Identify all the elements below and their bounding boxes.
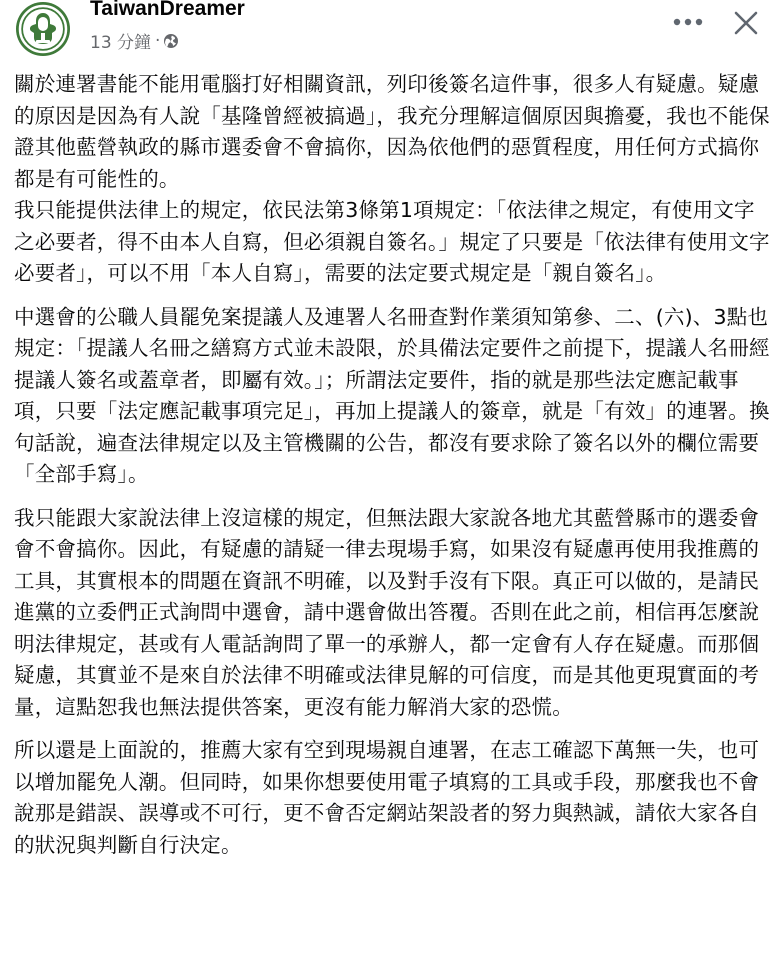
post-paragraph-3: 中選會的公職人員罷免案提議人及連署人名冊查對作業須知第參、二、(六)、3點也規定：「提議人名冊之繕寫方式並未設限，於具備法定要件之前提下，提議人名冊經提議人簽名或蓋章者，即屬有效。」；所謂法定要件，指的就是那些法定應記載事項，只要「法定應記載事項完足」，再加上提議人的簽章，就是「有效」的連署。換句話說，遍查法律規定以及主管機關的公告，都沒有要求除了簽名以外的欄位需要「全部手寫」。: [14, 304, 770, 486]
post-meta: [90, 28, 179, 53]
globe-icon[interactable]: [163, 33, 179, 49]
post-paragraph-5: 所以還是上面說的，推薦大家有空到現場親自連署，在志工確認下萬無一失，也可以增加罷免人潮。但同時，如果你想要使用電子填寫的工具或手段，那麼我也不會說那是錯誤、誤導或不可行，更不會否定網站架設者的努力與熱誠，請依大家各自的狀況與判斷自行決定。: [14, 738, 760, 857]
post-body: [14, 69, 772, 861]
avatar[interactable]: [10, 0, 76, 58]
post-paragraph-2: 我只能提供法律上的規定，依民法第3條第1項規定：「依法律之規定，有使用文字之必要者，得不由本人自寫，但必須親自簽名。」規定了只要是「依法律有使用文字必要者」，可以不用「本人自寫」，需要的法定要式規定是「親自簽名」。: [14, 198, 770, 285]
post-header: [0, 0, 783, 64]
meta-separator: ·: [155, 30, 161, 51]
close-button[interactable]: [728, 6, 764, 40]
post-paragraph-4: 我只能跟大家說法律上沒這樣的規定，但無法跟大家說各地尤其藍營縣市的選委會會不會搞你。因此，有疑慮的請疑一律去現場手寫，如果沒有疑慮再使用我推薦的工具，其實根本的問題在資訊不明確，以及對手沒有下限。真正可以做的，是請民進黨的立委們正式詢問中選會，請中選會做出答覆。否則在此之前，相信再怎麼說明法律規定，甚或有人電話詢問了單一的承辦人，都一定會有人存在疑慮。而那個疑慮，其實並不是來自於法律不明確或法律見解的可信度，而是其他更現實面的考量，這點恕我也無法提供答案，更沒有能力解消大家的恐慌。: [14, 505, 760, 719]
author-name[interactable]: TaiwanDreamer: [90, 0, 245, 20]
close-icon: [734, 11, 758, 35]
post-timestamp[interactable]: 13 分鐘: [90, 33, 152, 53]
more-options-button[interactable]: [668, 6, 708, 38]
more-horizontal-icon: [673, 18, 703, 26]
post-paragraph-1: 關於連署書能不能用電腦打好相關資訊，列印後簽名這件事，很多人有疑慮。疑慮的原因是因為有人說「基隆曾經被搞過」，我充分理解這個原因與擔憂，我也不能保證其他藍營執政的縣市選委會不會搞你，因為依他們的惡質程度，用任何方式搞你都是有可能性的。: [14, 72, 770, 191]
